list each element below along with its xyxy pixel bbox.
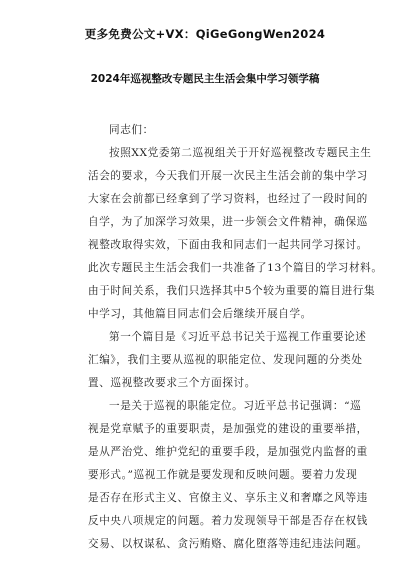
- document-body: [88, 119, 383, 556]
- document-title: 2024年巡视整改专题民主生活会集中学习领学稿: [90, 73, 320, 85]
- text-line: 视整改取得实效，下面由我和同志们一起共同学习探讨。: [88, 239, 368, 251]
- text-line: 视是党章赋予的重要职责，是加强党的建设的重要举措，: [88, 423, 368, 435]
- text-line: 交易、以权谋私、贪污贿赂、腐化堕落等违纪违法问题。: [88, 538, 368, 550]
- text-line: 自学，为了加深学习效果，进一步领会文件精神，确保巡: [88, 216, 368, 228]
- text-line: 中学习，其他篇目同志们会后继续开展自学。: [88, 308, 312, 320]
- promo-header: 更多免费公文+VX：QiGeGongWen2024: [84, 27, 326, 41]
- text-line: 要形式。”巡视工作就是要发现和反映问题。要着力发现: [88, 469, 358, 481]
- text-line: 大家在会前都已经拿到了学习资料，也经过了一段时间的: [88, 193, 368, 205]
- text-line: 一是关于巡视的职能定位。习近平总书记强调：“巡: [109, 400, 362, 412]
- text-line: 汇编》，我们主要从巡视的职能定位、发现问题的分类处: [88, 354, 363, 366]
- text-line: 反中央八项规定的问题。着力发现领导干部是否存在权钱: [88, 515, 368, 527]
- text-line: 第一个篇目是《习近平总书记关于巡视工作重要论述: [109, 331, 367, 343]
- text-line: 由于时间关系，我们只选择其中5个较为重要的篇目进行集: [88, 285, 376, 297]
- text-line: 同志们：: [109, 124, 154, 136]
- text-line: 置、巡视整改要求三个方面探讨。: [88, 377, 256, 389]
- text-line: 是否存在形式主义、官僚主义、享乐主义和奢靡之风等违: [88, 492, 368, 504]
- text-line: 是从严治党、维护党纪的重要手段，是加强党内监督的重: [88, 446, 368, 458]
- text-line: 此次专题民主生活会我们一共准备了13个篇目的学习材料。: [88, 262, 383, 274]
- text-line: 活会的要求，今天我们开展一次民主生活会前的集中学习: [88, 170, 368, 182]
- text-line: 按照XX党委第二巡视组关于开好巡视整改专题民主生: [109, 147, 372, 159]
